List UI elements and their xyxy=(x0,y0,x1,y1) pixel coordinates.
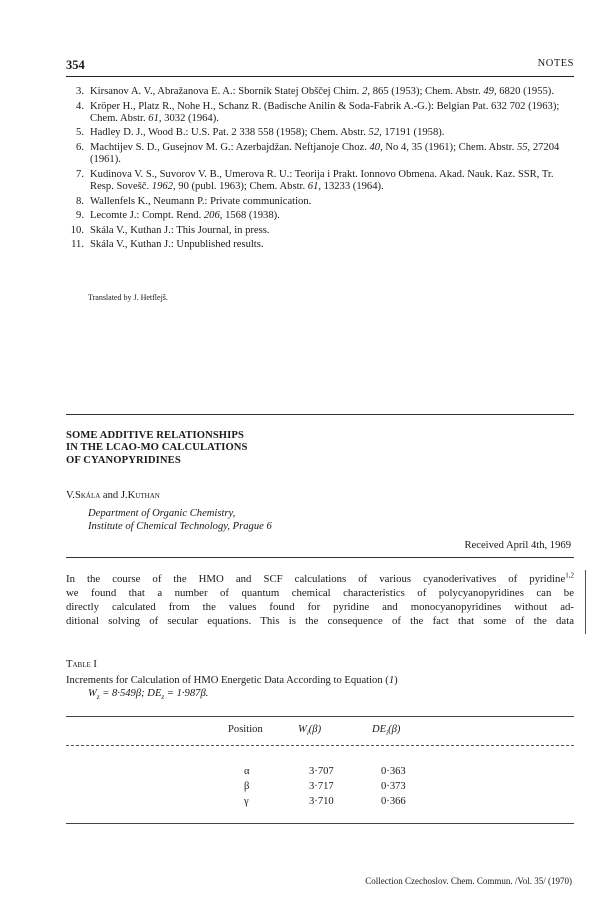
page-number: 354 xyxy=(66,58,85,72)
cell-position: β xyxy=(244,781,250,792)
header-rule xyxy=(66,76,574,77)
table-label: Table I xyxy=(66,659,97,670)
table-top-rule xyxy=(66,716,574,717)
column-header-de: $DE_i(\beta)$ xyxy=(372,724,401,738)
reference-item: 5. Hadley D. J., Wood B.: U.S. Pat. 2 338 558 (1958); Chem. Abstr. 52, 17191 (1958). xyxy=(66,127,574,139)
body-paragraph xyxy=(66,572,574,628)
column-header-position: Position xyxy=(228,724,263,735)
affiliation-line: Department of Organic Chemistry, xyxy=(88,508,236,519)
reference-item xyxy=(66,239,574,251)
reference-item xyxy=(66,196,574,208)
authors xyxy=(66,490,160,501)
reference-text: Skála V., Kuthan J.: Unpublished results. xyxy=(90,239,264,251)
author-surname: Skála xyxy=(74,490,101,501)
reference-item: 9. Lecomte J.: Compt. Rend. 206, 1568 (1938). xyxy=(66,210,574,222)
reference-number: 8. xyxy=(76,195,84,207)
table-header-rule xyxy=(66,745,574,746)
cell-w: 3·710 xyxy=(309,796,334,807)
body-line: ditional solving of secular equations. This is the consequence of the fact that some of the data xyxy=(66,615,574,627)
article-separator-rule xyxy=(66,414,574,415)
affiliation xyxy=(88,507,272,533)
reference-number: 7. xyxy=(76,168,84,180)
author-initial: V. xyxy=(66,490,75,501)
cell-w: 3·717 xyxy=(309,781,334,792)
reference-text: Wallenfels K., Neumann P.: Private communication. xyxy=(90,195,312,207)
cell-position: α xyxy=(244,766,250,777)
reference-item: 3. Kirsanov A. V., Abražanova E. A.: Sbornik Statej Obščej Chim. 2, 865 (1953); Chem. Abstr. 49, 6820 (1955). xyxy=(66,86,574,98)
page-header xyxy=(66,58,574,74)
reference-item: 7. Kudinova V. S., Suvorov V. B., Umerova R. U.: Teorija i Prakt. Ionnovo Obmena. Akad. Nauk. Kaz. SSR, Tr. Resp. Sovešč. 1962, 90 (publ. 1963); Chem. Abstr. 61, 13233 (1964). xyxy=(66,169,574,193)
author-surname: Kuthan xyxy=(127,490,160,501)
reference-number: 11. xyxy=(71,239,84,251)
cell-w: 3·707 xyxy=(309,766,334,777)
reference-item: 6. Machtijev S. D., Gusejnov M. G.: Azerbajdžan. Neftjanoje Choz. 40, No 4, 35 (1961); Chem. Abstr. 55, 27204 (1961). xyxy=(66,142,574,166)
cell-de: 0·373 xyxy=(381,781,406,792)
title-line: OF CYANOPYRIDINES xyxy=(66,454,181,466)
reference-item xyxy=(66,225,574,237)
translator-credit: Translated by J. Hetflejš. xyxy=(88,293,168,302)
received-date: Received April 4th, 1969 xyxy=(464,540,571,551)
cell-de: 0·366 xyxy=(381,796,406,807)
author-initial: J. xyxy=(120,490,128,501)
table-row xyxy=(66,781,574,795)
reference-number: 4. xyxy=(76,100,84,112)
title-line: SOME ADDITIVE RELATIONSHIPS xyxy=(66,430,244,441)
body-line-text: In the course of the HMO and SCF calculations of various cyanoderivatives of pyridine xyxy=(66,573,566,585)
body-line: we found that a number of quantum chemical characteristics of polycyanopyridines can be xyxy=(66,587,574,599)
reference-number: 10. xyxy=(70,224,84,236)
reference-number: 5. xyxy=(76,127,84,139)
margin-bar xyxy=(585,570,586,634)
table-row xyxy=(66,766,574,780)
journal-footer: Collection Czechoslov. Chem. Commun. /Vol. 35/ (1970) xyxy=(365,876,572,886)
cell-position: γ xyxy=(244,796,249,807)
column-header-w: $W_i(\beta)$ xyxy=(298,724,322,738)
reference-text: Skála V., Kuthan J.: This Journal, in press. xyxy=(90,224,270,236)
reference-item: 4. Kröper H., Platz R., Nohe H., Schanz R. (Badische Anilin & Soda-Fabrik A.-G.): Belgian Pat. 632 702 (1963); Chem. Abstr. 61, 3032 (1964). xyxy=(66,101,574,125)
table-row xyxy=(66,796,574,810)
reference-number: 9. xyxy=(76,210,84,222)
reference-number: 6. xyxy=(76,141,84,153)
body-line: directly calculated from the values found for pyridine and monocyanopyridines without ad- xyxy=(66,601,574,613)
caption-line: Increments for Calculation of HMO Energetic Data According to Equation (1) xyxy=(66,675,398,686)
title-line: IN THE LCAO-MO CALCULATIONS xyxy=(66,442,248,454)
cell-de: 0·363 xyxy=(381,766,406,777)
citation-superscript: 1,2 xyxy=(565,571,574,580)
body-line xyxy=(66,572,574,586)
table-caption xyxy=(66,674,398,700)
section-title: NOTES xyxy=(537,58,574,69)
reference-list xyxy=(66,86,574,254)
caption-line: $W_z = 8\cdot 549\beta$; $DE_z = 1\cdot 987\beta$. xyxy=(88,688,209,702)
reference-number: 3. xyxy=(76,86,84,97)
table-bottom-rule xyxy=(66,823,574,824)
author-conjunction: and xyxy=(100,490,121,501)
abstract-rule xyxy=(66,557,574,558)
article-title xyxy=(66,430,248,467)
affiliation-line: Institute of Chemical Technology, Prague 6 xyxy=(88,521,272,532)
